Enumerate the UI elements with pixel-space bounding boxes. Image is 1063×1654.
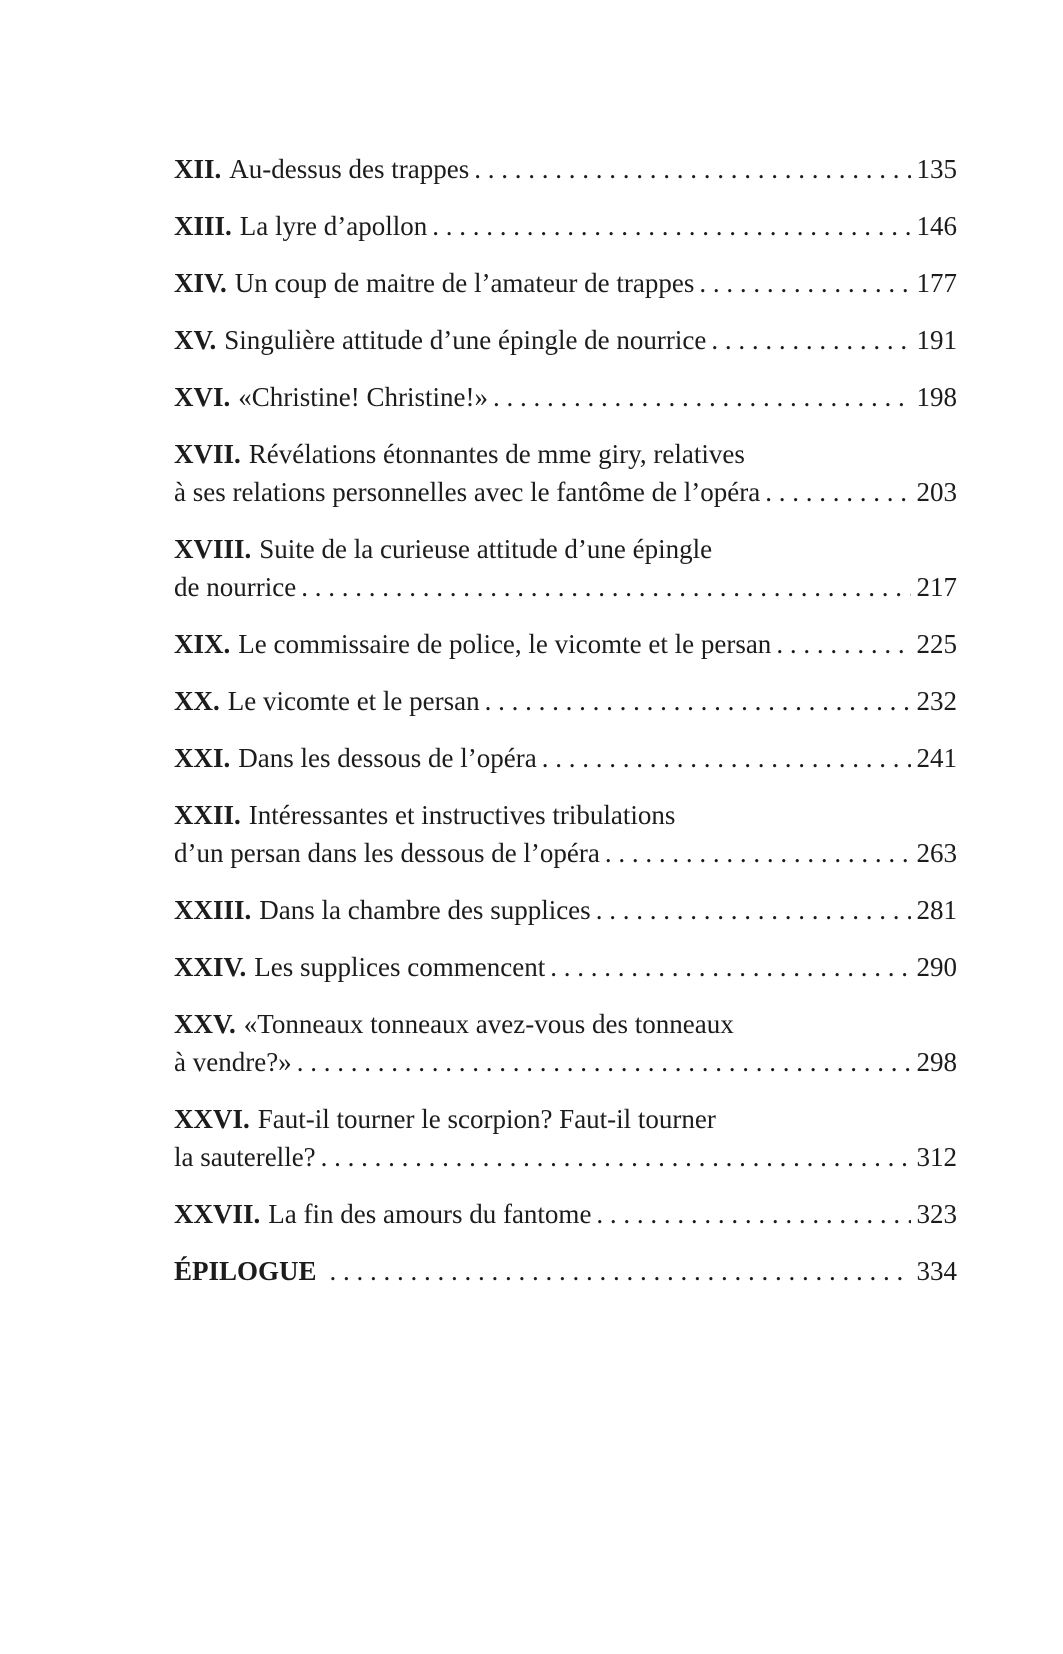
- chapter-page-number: 225: [916, 629, 957, 659]
- dot-leader: [591, 891, 911, 929]
- toc-entry-epilogue[interactable]: [174, 1252, 957, 1290]
- chapter-page-number: 217: [916, 572, 957, 602]
- chapter-number: XXIII.: [174, 895, 252, 925]
- toc-entry[interactable]: [174, 1100, 957, 1176]
- chapter-page-number: 198: [916, 382, 957, 412]
- toc-entry[interactable]: [174, 796, 957, 872]
- chapter-page-number: 146: [916, 211, 957, 241]
- chapter-title: «Christine! Christine!»: [238, 382, 488, 412]
- dot-leader: [325, 1252, 911, 1290]
- toc-entry[interactable]: [174, 891, 957, 929]
- dot-leader: [292, 1043, 911, 1081]
- chapter-number: XVIII.: [174, 534, 252, 564]
- dot-leader: [694, 264, 910, 302]
- chapter-page-number: 290: [916, 952, 957, 982]
- chapter-number: XII.: [174, 154, 222, 184]
- toc-entry[interactable]: [174, 948, 957, 986]
- chapter-title: Les supplices commencent: [254, 952, 546, 982]
- dot-leader: [488, 378, 911, 416]
- dot-leader: [545, 948, 910, 986]
- chapter-title: Faut-il tourner le scorpion? Faut-il tourner: [257, 1104, 716, 1134]
- dot-leader: [706, 321, 910, 359]
- toc-entry[interactable]: [174, 378, 957, 416]
- toc-entry[interactable]: [174, 739, 957, 777]
- chapter-page-number: 177: [916, 268, 957, 298]
- dot-leader: [480, 682, 911, 720]
- chapter-page-number: 241: [916, 743, 957, 773]
- chapter-title: Suite de la curieuse attitude d’une épingle: [259, 534, 713, 564]
- chapter-number: XXII.: [174, 800, 241, 830]
- toc-entry[interactable]: [174, 625, 957, 663]
- dot-leader: [760, 473, 910, 511]
- chapter-number: XXVII.: [174, 1199, 261, 1229]
- toc-entry[interactable]: [174, 435, 957, 511]
- toc-entry[interactable]: [174, 150, 957, 188]
- chapter-title-continued: d’un persan dans les dessous de l’opéra: [174, 838, 600, 868]
- dot-leader: [296, 568, 910, 606]
- chapter-page-number: 298: [916, 1047, 957, 1077]
- toc-entry[interactable]: [174, 321, 957, 359]
- toc-entry[interactable]: [174, 1195, 957, 1233]
- toc-entry[interactable]: [174, 682, 957, 720]
- chapter-number: XIII.: [174, 211, 232, 241]
- chapter-number: XVI.: [174, 382, 231, 412]
- toc-entry[interactable]: [174, 264, 957, 302]
- chapter-number: XVII.: [174, 439, 241, 469]
- epilogue-heading: ÉPILOGUE: [174, 1256, 317, 1286]
- toc-entry[interactable]: [174, 1005, 957, 1081]
- chapter-page-number: 135: [916, 154, 957, 184]
- chapter-title: Un coup de maitre de l’amateur de trappes: [234, 268, 695, 298]
- chapter-title: La fin des amours du fantome: [268, 1199, 592, 1229]
- toc-entry[interactable]: [174, 207, 957, 245]
- chapter-title-continued: à ses relations personnelles avec le fantôme de l’opéra: [174, 477, 761, 507]
- chapter-page-number: 334: [916, 1256, 957, 1286]
- chapter-number: XX.: [174, 686, 220, 716]
- dot-leader: [537, 739, 911, 777]
- chapter-title: Le commissaire de police, le vicomte et le persan: [238, 629, 772, 659]
- chapter-number: XXIV.: [174, 952, 247, 982]
- dot-leader: [600, 834, 911, 872]
- chapter-page-number: 203: [916, 477, 957, 507]
- toc-entry[interactable]: [174, 530, 957, 606]
- chapter-number: XIV.: [174, 268, 227, 298]
- chapter-title: Singulière attitude d’une épingle de nourrice: [224, 325, 707, 355]
- dot-leader: [427, 207, 910, 245]
- dot-leader: [771, 625, 910, 663]
- chapter-number: XIX.: [174, 629, 231, 659]
- chapter-page-number: 232: [916, 686, 957, 716]
- chapter-number: XXV.: [174, 1009, 236, 1039]
- chapter-title-continued: de nourrice: [174, 572, 297, 602]
- chapter-title: Révélations étonnantes de mme giry, relatives: [248, 439, 745, 469]
- chapter-title: La lyre d’apollon: [239, 211, 428, 241]
- chapter-page-number: 323: [916, 1199, 957, 1229]
- dot-leader: [591, 1195, 910, 1233]
- chapter-title: Le vicomte et le persan: [227, 686, 480, 716]
- chapter-title: Dans les dessous de l’opéra: [238, 743, 537, 773]
- chapter-number: XXVI.: [174, 1104, 250, 1134]
- chapter-page-number: 191: [916, 325, 957, 355]
- chapter-number: XXI.: [174, 743, 231, 773]
- chapter-page-number: 263: [916, 838, 957, 868]
- dot-leader: [469, 150, 910, 188]
- dot-leader: [316, 1138, 911, 1176]
- chapter-title-continued: la sauterelle?: [174, 1142, 316, 1172]
- chapter-page-number: 281: [916, 895, 957, 925]
- chapter-title-continued: à vendre?»: [174, 1047, 292, 1077]
- chapter-number: XV.: [174, 325, 217, 355]
- chapter-page-number: 312: [916, 1142, 957, 1172]
- chapter-title: Intéressantes et instructives tribulations: [248, 800, 676, 830]
- chapter-title: Dans la chambre des supplices: [259, 895, 591, 925]
- chapter-title: «Tonneaux tonneaux avez-vous des tonneaux: [243, 1009, 734, 1039]
- chapter-title: Au-dessus des trappes: [229, 154, 470, 184]
